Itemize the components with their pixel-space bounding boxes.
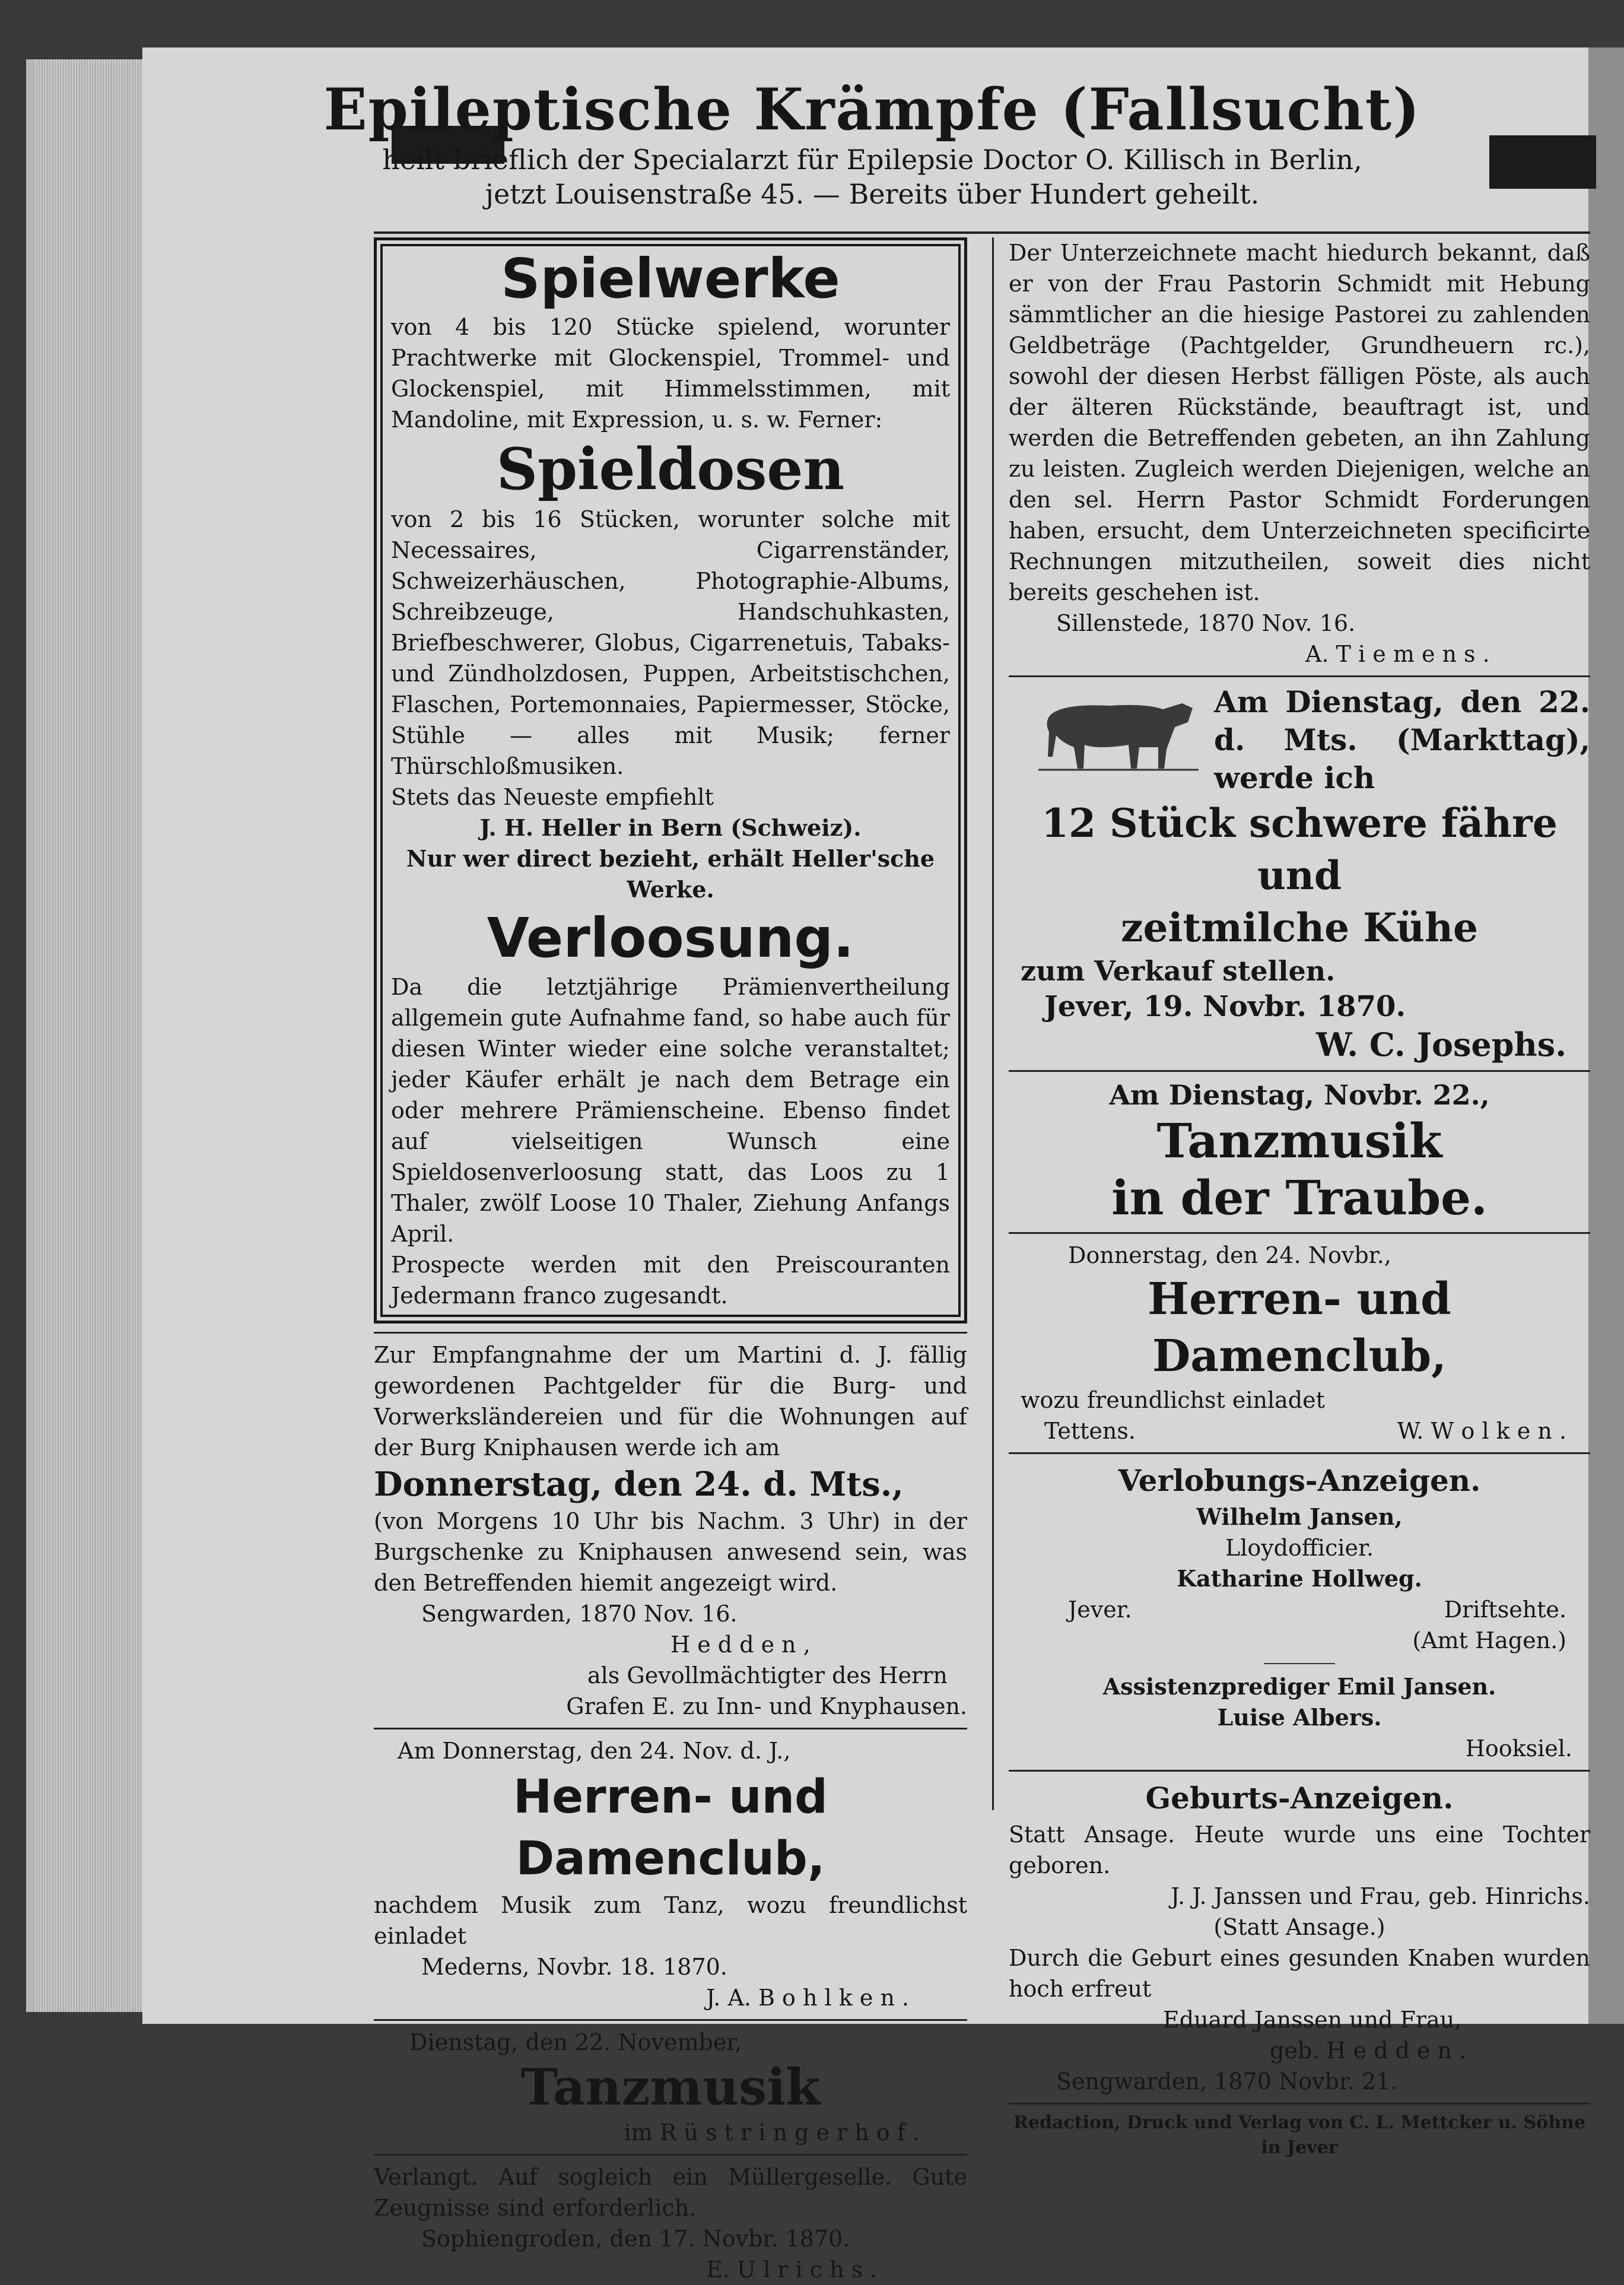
- club-left-place: Mederns, Novbr. 18. 1870.: [421, 1954, 727, 1980]
- club-right-sign-row: [1009, 1416, 1590, 1446]
- verlobung-place-left: Jever.: [1068, 1597, 1132, 1623]
- verlobung-advert: [1009, 1460, 1590, 1764]
- header-black-block-right: [1489, 135, 1596, 189]
- geburt-text-2: Durch die Geburt eines gesunden Knaben wurden hoch erfreut: [1009, 1945, 1590, 2002]
- verloosung-title: Verloosung.: [487, 906, 854, 970]
- tanz-left-title: Tanzmusik: [520, 2058, 821, 2116]
- tanz-left-line-1: Dienstag, den 22. November,: [409, 2029, 742, 2055]
- book-right-edge: [1588, 47, 1624, 2024]
- header-title: Epileptische Krämpfe (Fallsucht): [323, 76, 1421, 143]
- rule-verlobung: [1009, 1452, 1590, 1454]
- kuehe-line-2: zum Verkauf stellen.: [1021, 955, 1336, 987]
- book-page-edges: [26, 59, 152, 2012]
- club-left-sign: J. A. B o h l k e n .: [706, 1985, 910, 2011]
- verlobung-name-3: Assistenzprediger Emil Jansen.: [1102, 1673, 1496, 1700]
- spielwerke-firm: J. H. Heller in Bern (Schweiz).: [479, 814, 862, 841]
- muller-advert: [374, 2162, 967, 2285]
- club-left-line-2: nachdem Musik zum Tanz, wozu freundlichst einladet: [374, 1892, 967, 1949]
- pacht-place: Sengwarden, 1870 Nov. 16.: [421, 1601, 738, 1627]
- spieldosen-title: Spieldosen: [496, 436, 845, 503]
- muller-text: Verlangt. Auf sogleich ein Müllergeselle. Gute Zeugnisse sind erforderlich.: [374, 2164, 967, 2221]
- kuehe-big-2: zeitmilche Kühe: [1120, 905, 1479, 951]
- club-right-title: Herren- und Damenclub,: [1148, 1274, 1451, 1382]
- verlobung-name-4: Luise Albers.: [1217, 1704, 1382, 1731]
- pacht-date: Donnerstag, den 24. d. Mts.,: [374, 1465, 904, 1504]
- rule-kuehe: [1009, 675, 1590, 677]
- verlobung-place-right-2: (Amt Hagen.): [1412, 1627, 1566, 1654]
- rule-club-left: [374, 1728, 967, 1729]
- spielwerke-advert: [374, 237, 967, 1324]
- pacht-advert: [374, 1340, 967, 1722]
- geburt-ansage: (Statt Ansage.): [1213, 1914, 1385, 1940]
- pastorei-advert: [1009, 237, 1590, 669]
- geburt-sign-1: J. J. Janssen und Frau, geb. Hinrichs.: [1170, 1883, 1590, 1909]
- club-right-sign-left: Tettens.: [1044, 1418, 1136, 1444]
- pastorei-sign: A. T i e m e n s .: [1305, 641, 1490, 667]
- tanz-left-advert: [374, 2027, 967, 2148]
- pacht-sign-2: als Gevollmächtigter des Herrn: [587, 1662, 948, 1689]
- pacht-sign: H e d d e n ,: [670, 1632, 811, 1658]
- header-line-2: jetzt Louisenstraße 45. — Bereits über Hundert geheilt.: [485, 178, 1260, 210]
- spielwerke-note: Nur wer direct bezieht, erhält Heller'sche Werke.: [406, 845, 935, 903]
- spielwerke-title: Spielwerke: [501, 247, 840, 310]
- rule-muller: [374, 2154, 967, 2156]
- left-column: [374, 237, 967, 2285]
- muller-place: Sophiengroden, den 17. Novbr. 1870.: [421, 2226, 850, 2252]
- pacht-sign-3: Grafen E. zu Inn- und Knyphausen.: [566, 1693, 967, 1719]
- tanz-left-line-2: im R ü s t r i n g e r h o f .: [624, 2119, 920, 2146]
- club-left-line-1: Am Donnerstag, den 24. Nov. d. J.,: [398, 1738, 791, 1764]
- club-left-title: Herren- und Damenclub,: [513, 1770, 828, 1886]
- traube-title-1: Tanzmusik: [1156, 1113, 1442, 1169]
- club-right-advert: [1009, 1240, 1590, 1446]
- header-rule: [374, 231, 1590, 234]
- geburt-text-1: Statt Ansage. Heute wurde uns eine Tochter geboren.: [1009, 1821, 1590, 1878]
- header-line-1: heilt brieflich der Specialarzt für Epilepsie Doctor O. Killisch in Berlin,: [382, 144, 1362, 176]
- geburt-title: Geburts-Anzeigen.: [1145, 1781, 1454, 1816]
- verlobung-place-right: Driftsehte.: [1444, 1597, 1566, 1623]
- column-divider: [992, 237, 994, 1810]
- rule-traube: [1009, 1070, 1590, 1072]
- pacht-text-2: (von Morgens 10 Uhr bis Nachm. 3 Uhr) in der Burgschenke zu Kniphausen anwesend sein, was den Betreffenden hiemit angezeigt wird.: [374, 1508, 967, 1596]
- geburt-sign-2: Eduard Janssen und Frau,: [1163, 2007, 1462, 2033]
- traube-title-2: in der Traube.: [1111, 1170, 1488, 1226]
- rule-geburt: [1009, 1770, 1590, 1772]
- printer-footer: Redaction, Druck und Verlag von C. L. Mettcker u. Söhne in Jever: [1013, 2112, 1585, 2158]
- verlobung-title: Verlobungs-Anzeigen.: [1118, 1463, 1481, 1498]
- spielwerke-text-2: von 2 bis 16 Stücken, worunter solche mit Necessaires, Cigarrenständer, Schweizerhäuschen, Photographie-Albums, Schreibzeuge, Handschuhkasten, Briefbeschwerer, Globus, Cigarrenetuis, Tabaks- und Zündholzdosen, Puppen, Arbeitstischchen, Flaschen, Portemonnaies, Papiermesser, Stöcke, Stühle — alles mit Musik; ferner Thürschloßmusiken.: [391, 506, 950, 779]
- spielwerke-text-1: von 4 bis 120 Stücke spielend, worunter Prachtwerke mit Glockenspiel, Trommel- und Glockenspiel, mit Himmelsstimmen, mit Mandoline, mit Expression, u. s. w. Ferner:: [391, 314, 950, 433]
- traube-line-1: Am Dienstag, Novbr. 22.,: [1109, 1079, 1490, 1111]
- club-right-line-1: Donnerstag, den 24. Novbr.,: [1068, 1242, 1391, 1268]
- verlobung-place-3: Hooksiel.: [1465, 1735, 1572, 1762]
- pacht-text-1: Zur Empfangnahme der um Martini d. J. fällig gewordenen Pachtgelder für die Burg- und Vorwerksländereien und für die Wohnungen auf der Burg Kniphausen werde ich am: [374, 1342, 967, 1461]
- pastorei-place: Sillenstede, 1870 Nov. 16.: [1056, 610, 1356, 636]
- verlobung-name-2: Katharine Hollweg.: [1177, 1565, 1422, 1592]
- club-right-line-2: wozu freundlichst einladet: [1021, 1387, 1325, 1413]
- prospecte-text: Prospecte werden mit den Preiscouranten Jedermann franco zugesandt.: [391, 1252, 950, 1309]
- kuehe-big-1: 12 Stück schwere fähre und: [1041, 800, 1558, 899]
- pastorei-text: Der Unterzeichnete macht hiedurch bekannt, daß er von der Frau Pastorin Schmidt mit Hebung sämmtlicher an die hiesige Pastorei zu zahlenden Geldbeträge (Pachtgelder, Grundheuern rc.), sowohl der diesen Herbst fälligen Pöste, als auch der älteren Rückstände, beauftragt ist, und werden die Betreffenden gebeten, an ihn Zahlung zu leisten. Zugleich werden Diejenigen, welche an den sel. Herrn Pastor Schmidt Forderungen haben, ersucht, dem Unterzeichneten specificirte Rechnungen mitzutheilen, soweit dies nicht bereits geschehen ist.: [1009, 240, 1590, 605]
- club-right-sign-right: W. W o l k e n .: [1397, 1418, 1566, 1444]
- rule-pacht: [374, 1332, 967, 1334]
- kuehe-sign: W. C. Josephs.: [1315, 1026, 1566, 1064]
- geburt-advert: [1009, 1778, 1590, 2097]
- rule-club-right: [1009, 1232, 1590, 1234]
- geburt-place: Sengwarden, 1870 Novbr. 21.: [1056, 2068, 1398, 2094]
- rule-footer: [1009, 2103, 1590, 2105]
- right-column: [1009, 237, 1590, 2160]
- verlobung-name-1: Wilhelm Jansen,: [1196, 1503, 1403, 1530]
- verlobung-role-1: Lloydofficier.: [1225, 1535, 1374, 1561]
- traube-advert: [1009, 1078, 1590, 1226]
- verloosung-text: Da die letztjährige Prämienvertheilung allgemein gute Aufnahme fand, so habe auch für diesen Winter wieder eine solche veranstaltet; jeder Käufer erhält je nach dem Betrage ein oder mehrere Prämienscheine. Ebenso findet auf vielseitigen Wunsch eine Spieldosenverloosung statt, das Loos zu 1 Thaler, zwölf Loose 10 Thaler, Ziehung Anfangs April.: [391, 974, 950, 1247]
- kuehe-place: Jever, 19. Novbr. 1870.: [1044, 990, 1406, 1023]
- club-left-advert: [374, 1735, 967, 2013]
- spielwerke-text-3: Stets das Neueste empfiehlt: [391, 784, 714, 810]
- kuehe-advert: [1009, 683, 1590, 1064]
- verlobung-places: [1009, 1594, 1590, 1625]
- rule-tanz-left: [374, 2019, 967, 2021]
- verlobung-short-rule: [1264, 1663, 1335, 1664]
- muller-sign: E. U l r i c h s .: [706, 2257, 878, 2283]
- geburt-sign-3: geb. H e d d e n .: [1270, 2038, 1467, 2064]
- cow-illustration: [1026, 686, 1205, 775]
- header-advert: [249, 77, 1495, 231]
- kuehe-line-1: Am Dienstag, den 22. d. Mts. (Markttag), werde ich: [1214, 684, 1590, 795]
